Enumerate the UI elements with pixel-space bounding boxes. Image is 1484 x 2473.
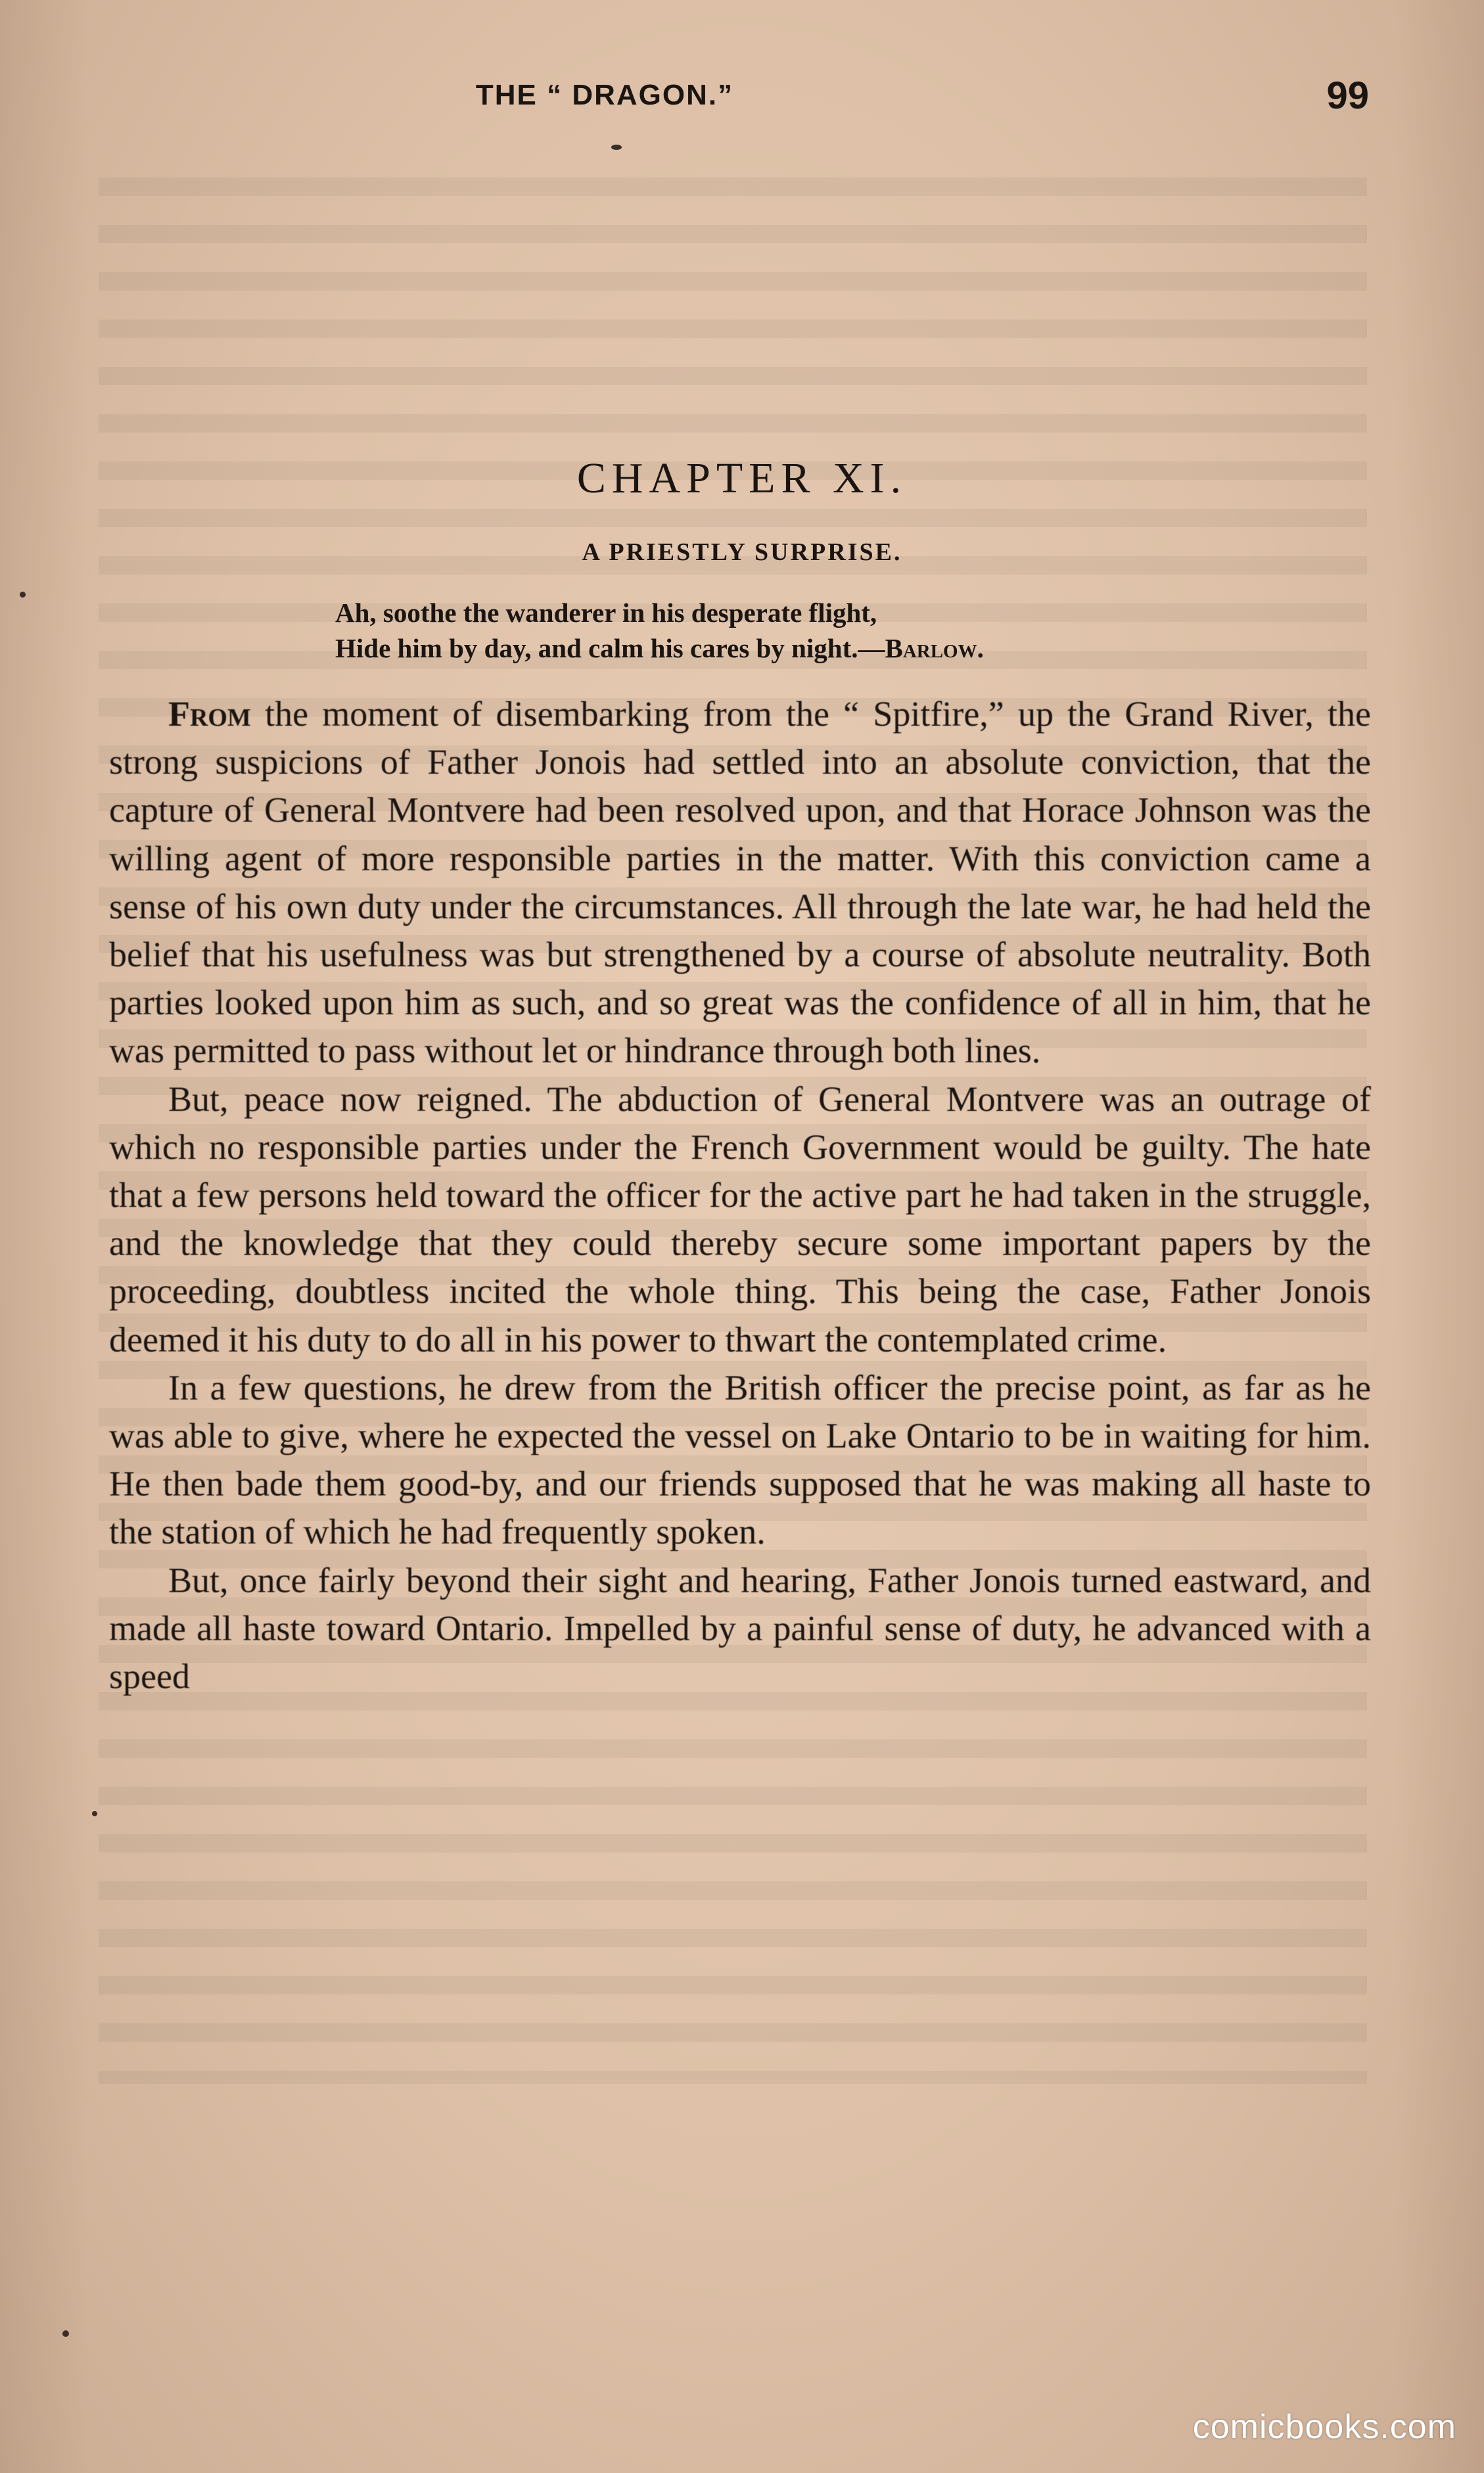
chapter-heading: CHAPTER XI. <box>576 454 908 502</box>
paragraph-1 <box>109 690 1371 1075</box>
ornament-dot <box>611 145 622 150</box>
running-head <box>0 74 1484 120</box>
epigraph <box>335 595 1347 666</box>
body-text <box>109 690 1371 1701</box>
epigraph-attribution: Barlow. <box>885 633 984 663</box>
paragraph-2: But, peace now reigned. The abduction of General Montvere was an outrage of which no responsible parties under the French Government would be guilty. The hate that a few persons held toward the officer for the active part he had taken in the struggle, and the knowledge that they could thereby secure some important papers by the proceeding, doubtless incited the whole thing. This being the case, Father Jonois deemed it his duty to do all in his power to thwart the contemplated crime. <box>109 1079 1371 1359</box>
page-number: 99 <box>1326 74 1369 117</box>
ink-speck <box>62 2330 69 2337</box>
ink-speck <box>20 592 26 598</box>
running-title: THE “ DRAGON.” <box>475 79 734 111</box>
paragraph-3: In a few questions, he drew from the British officer the precise point, as far as he was able to give, where he expected the vessel on Lake Ontario to be in waiting for him. He then bade them good-by, and our friends supposed that he was making all haste to the station of which he had frequently spoken. <box>109 1367 1371 1552</box>
paragraph-4: But, once fairly beyond their sight and hearing, Father Jonois turned eastward, and made all haste toward Ontario. Impelled by a painful sense of duty, he advanced with a speed <box>109 1560 1371 1697</box>
epigraph-line-2-wrap <box>335 630 1347 666</box>
chapter-subtitle: A PRIESTLY SURPRISE. <box>582 538 902 566</box>
ink-speck <box>92 1811 97 1816</box>
opening-word: From <box>168 694 251 734</box>
watermark-text: comicbooks.com <box>1192 2408 1456 2446</box>
epigraph-line-1: Ah, soothe the wanderer in his desperate flight, <box>335 598 877 628</box>
paragraph-1-text: the moment of disembarking from the “ Spitfire,” up the Grand River, the strong suspicions of Father Jonois had settled into an absolute conviction, that the capture of General Montvere had been resolved upon, and that Horace Johnson was the willing agent of more responsible parties in the matter. With this conviction came a sense of his own duty under the circumstances. All through the late war, he had held the belief that his usefulness was but strengthened by a course of absolute neutrality. Both parties looked upon him as such, and so great was the confidence of all in him, that he was permitted to pass without let or hindrance through both lines. <box>109 694 1371 1071</box>
epigraph-line-2: Hide him by day, and calm his cares by night.— <box>335 633 885 663</box>
